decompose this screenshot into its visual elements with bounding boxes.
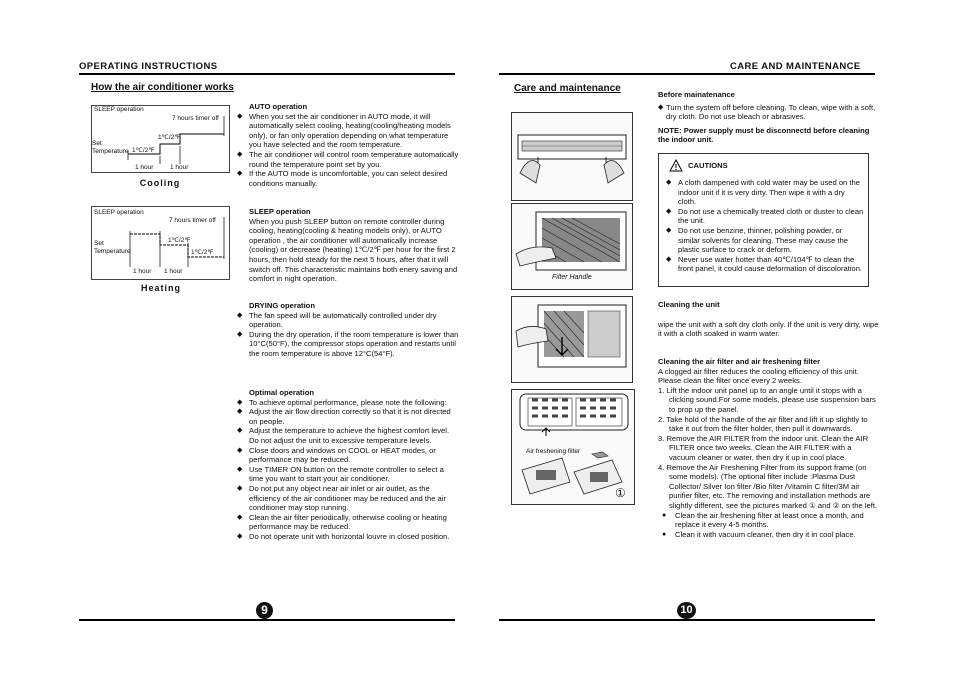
right-page-header: CARE AND MAINTENANCE [730,61,861,72]
figure-remove-filter [511,296,633,383]
heating-step-2: 1℃/2℉ [191,249,214,256]
round-bullet-icon: ● [662,530,667,538]
bullet-icon: ◆ [666,207,672,215]
optimal-item [237,446,459,465]
heating-sleep-label: SLEEP operation [94,209,144,216]
right-page-number: 10 [677,602,696,619]
cooling-temp-label: Temperature [92,148,129,155]
bullet-icon: ◆ [237,398,243,406]
auto-heading: AUTO operation [249,102,308,111]
optimal-item [237,465,459,484]
filter-step-2: 2. Take hold of the handle of the air filter and lift it up slightly to take it out from the filter holder, then pull it downwards. [658,414,868,434]
drying-heading: DRYING operation [249,301,315,310]
auto-item-3 [237,169,459,188]
filter-bullet-1 [658,511,880,530]
auto-item-1 [237,112,459,150]
figure-lift-panel [511,112,633,201]
round-bullet-icon: ● [662,511,667,519]
sleep-operation-section [249,207,461,284]
optimal-item-text: Adjust the temperature to achieve the highest comfort level. Do not adjust the unit to excessive temperature levels. [249,426,450,445]
optimal-heading: Optimal operation [249,388,314,397]
bullet-icon: ◆ [237,170,243,178]
bullet-icon: ◆ [237,484,243,492]
cleaning-filter-intro: A clogged air filter reduces the cooling efficiency of this unit. Please clean the filter once every 2 weeks. [658,366,859,386]
heating-set-label: Set [94,240,104,247]
heating-diagram [91,206,230,280]
optimal-item [237,484,459,513]
before-note: NOTE: Power supply must be disconnectd before cleaning the indoor unit. [658,125,870,145]
filter-step-4: 4. Remove the Air Freshening Filter from its support frame (on some models). (The optional filter include :Plasma Dust Collector/ Silver Ion filter /Bio filter /Vitamin C filter/3M air purifier filter, etc. The removing and installation methods are slightly different, see the pictures marked ① and ② on the left. [658,462,878,510]
right-footer-rule [499,619,875,621]
auto-item-1-text: When you set the air conditioner in AUTO mode, it will automatically select cooling, heating(cooling/heating models only), or fan only operation depending on what temperature you have selected and the room temperature. [249,111,451,150]
before-item-text: Turn the system off before cleaning. To clean, wipe with a soft, dry cloth. Do not use bleach or abrasives. [666,102,876,122]
optimal-item-text: Do not operate unit with horizontal louvre in closed position. [249,531,450,541]
cautions-list [666,178,864,274]
drying-item-2-text: During the dry operation, if the room temperature is lower than 10°C(50°F), the compressor stops operation and restarts until the room temperature is above 12°C(54°F). [249,329,459,358]
filter-bullet-2 [658,530,880,540]
caution-item-2-text: Do not use a chemically treated cloth or duster to clean the unit. [678,206,864,226]
before-maintenance-section [658,90,878,145]
cautions-box [658,153,869,287]
optimal-item [237,407,459,426]
heating-timer-label: 7 hours timer off [169,217,216,224]
caution-item-4-text: Never use water hotter than 40℃/104℉ to clean the front panel, it could cause deformation of discoloration. [678,254,863,274]
caution-item-3-text: Do not use benzine, thinner, polishing powder, or similar solvents for cleaning. These may cause the plastic surface to crack or deform. [678,225,848,255]
bullet-icon: ◆ [666,255,672,263]
left-section-title: How the air conditioner works [91,82,234,93]
optimal-item-text: Adjust the air flow direction correctly so that it is not directed on people. [249,407,451,426]
bullet-icon: ◆ [666,226,672,234]
optimal-item [237,398,459,408]
before-heading: Before mainatenance [658,90,735,99]
optimal-operation-section [237,388,459,542]
bullet-icon: ◆ [666,179,672,186]
drying-item-1-text: The fan speed will be automatically controlled under dry operation. [249,310,437,330]
cooling-sleep-label: SLEEP operation [94,106,144,113]
bullet-icon: ◆ [237,465,243,473]
caution-item-1-text: A cloth dampened with cold water may be used on the indoor unit if it is very dirty. Then wipe it with a dry cloth. [678,178,860,207]
cooling-hour-1: 1 hour [135,164,154,171]
bullet-icon: ◆ [237,330,243,338]
filter-step-3: 3. Remove the AIR FILTER from the indoor unit. Clean the AIR FILTER once two weeks. Clean the AIR FILTER with a vacuum cleaner or water, then dry it up in cool place. [658,433,869,462]
auto-item-2-text: The air conditioner will control room temperature automatically round the temperature point set by you. [249,149,459,169]
remove-filter-illustration [512,297,632,382]
bullet-icon: ◆ [237,150,243,158]
caution-item-3 [666,226,864,255]
cleaning-unit-heading: Cleaning the unit [658,300,720,309]
cooling-hour-2: 1 hour [170,164,189,171]
filter-handle-label: Filter Handle [552,274,592,281]
optimal-item-text: Close doors and windows on COOL or HEAT modes, or performance may be reduced. [249,445,436,465]
optimal-item-text: Do not put any object near air inlet or air outlet, as the efficiency of the air conditioner may be reduced and the air conditioner may stop running. [249,483,446,513]
filter-bullet-1-text: Clean the air freshening filter at least once a month, and replace it every 4-5 months. [675,510,864,530]
caution-item-1 [666,178,864,207]
cooling-step-1: 1℃/2℉ [132,147,155,154]
cleaning-filter-heading: Cleaning the air filter and air freshening filter [658,357,821,366]
bullet-icon: ◆ [237,408,243,416]
drying-operation-section [237,301,461,359]
cooling-diagram [91,105,230,173]
heating-hour-1: 1 hour [133,268,152,275]
optimal-item-text: Clean the air filter periodically, otherwise cooling or heating performance may be reduced. [249,512,447,532]
left-page-header: OPERATING INSTRUCTIONS [79,61,218,72]
bullet-icon: ◆ [237,112,243,120]
filter-step-1: 1. Lift the indoor unit panel up to an angle until it stops with a clicking sound.For some models, please use suspension bars to prop up the panel. [658,385,876,414]
optimal-item-text: Use TIMER ON button on the remote controller to select a time you want to start your air conditioner. [249,464,444,484]
cleaning-unit-section [658,300,880,339]
cooling-timer-label: 7 hours timer off [172,115,219,122]
filter-bullet-2-text: Clean it with vacuum cleaner, then dry it in cool place. [675,529,856,539]
cooling-caption: Cooling [139,178,181,188]
circled-one-marker: ① [615,486,626,500]
bullet-icon: ◆ [237,513,243,521]
optimal-item [237,513,459,532]
auto-item-2 [237,150,459,169]
figure-air-freshening [511,389,635,505]
cautions-heading: CAUTIONS [688,161,728,170]
indoor-unit-illustration [512,113,632,200]
bullet-icon: ◆ [237,532,243,540]
bullet-icon: ◆ [237,427,243,435]
left-page-number: 9 [256,602,273,619]
bullet-icon: ◆ [237,446,243,454]
right-section-title: Care and maintenance [514,83,621,94]
auto-operation-section [237,102,459,188]
auto-item-3-text: If the AUTO mode is uncomfortable, you can select desired conditions manually. [249,169,448,188]
heating-step-1: 1℃/2℉ [168,237,191,244]
caution-item-4 [666,255,864,274]
cleaning-unit-text: wipe the unit with a soft dry cloth only. If the unit is very dirty, wipe it with a cloth soaked in warm water. [658,319,879,339]
cooling-step-2: 1℃/2℉ [158,134,181,141]
heating-temp-label: Temperature [94,248,131,255]
left-footer-rule [79,619,455,621]
cooling-set-label: Set [92,140,102,147]
bullet-icon: ◆ [658,103,664,111]
left-header-rule [79,73,455,75]
drying-item-2 [237,330,461,359]
optimal-item [237,426,459,445]
sleep-heading: SLEEP operation [249,207,311,216]
optimal-item-text: To achieve optimal performance, please note the following: [249,397,447,407]
right-header-rule [499,73,875,75]
svg-text:!: ! [674,163,678,172]
warning-triangle-icon [669,159,683,172]
before-item [658,103,878,122]
air-freshening-label: Air freshening filter [526,448,581,455]
sleep-text: When you push SLEEP button on remote controller during cooling, heating(cooling & heating models only), or AUTO operation , the air conditioner will automatically increase (cooling) or decrease (heating) 1℃/2℉ per hour for the first 2 hours, then hold steady for the next 5 hours, after that it will switch off. This characteristic maintains both enery saving and comfort in night operation. [249,216,458,284]
drying-item-1 [237,311,461,330]
optimal-item [237,532,459,542]
caution-item-2 [666,207,864,226]
bullet-icon: ◆ [237,311,243,319]
heating-caption: Heating [140,283,181,293]
heating-hour-2: 1 hour [164,268,183,275]
cleaning-filter-section [658,357,880,539]
figure-filter-handle [511,203,633,290]
